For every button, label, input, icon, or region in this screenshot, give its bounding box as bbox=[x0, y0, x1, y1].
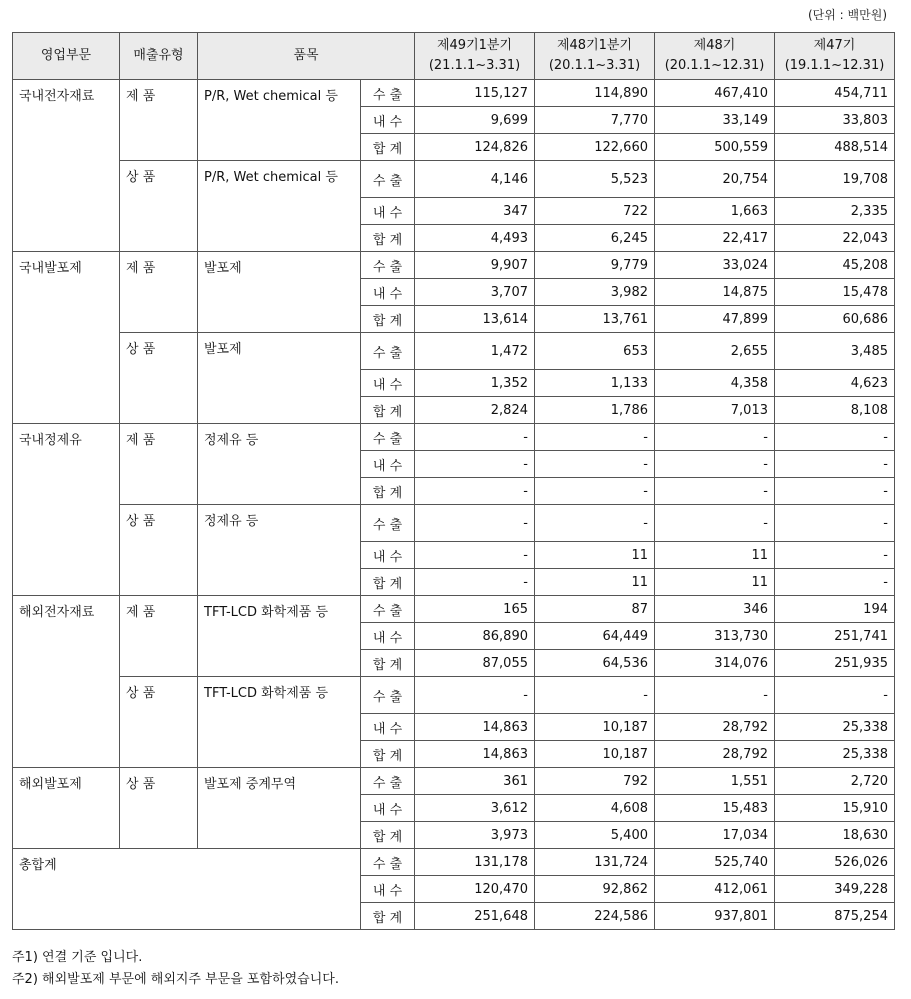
value-cell: 25,338 bbox=[775, 714, 895, 741]
segment-cell: 해외발포제 bbox=[13, 768, 120, 849]
kind-cell: 합 계 bbox=[361, 134, 415, 161]
item-cell: 발포제 bbox=[198, 252, 361, 333]
value-cell: 5,523 bbox=[535, 161, 655, 198]
value-cell: 14,863 bbox=[415, 741, 535, 768]
header-sales-type: 매출유형 bbox=[120, 33, 198, 80]
value-cell: 18,630 bbox=[775, 822, 895, 849]
value-cell: 488,514 bbox=[775, 134, 895, 161]
item-cell: TFT-LCD 화학제품 등 bbox=[198, 677, 361, 768]
value-cell: 4,493 bbox=[415, 225, 535, 252]
value-cell: 11 bbox=[655, 569, 775, 596]
value-cell: 251,648 bbox=[415, 903, 535, 930]
value-cell: - bbox=[655, 451, 775, 478]
value-cell: 45,208 bbox=[775, 252, 895, 279]
sales-type-cell: 제 품 bbox=[120, 252, 198, 333]
value-cell: 3,707 bbox=[415, 279, 535, 306]
value-cell: 3,612 bbox=[415, 795, 535, 822]
value-cell: - bbox=[415, 569, 535, 596]
value-cell: 467,410 bbox=[655, 80, 775, 107]
sales-type-cell: 상 품 bbox=[120, 677, 198, 768]
value-cell: 10,187 bbox=[535, 741, 655, 768]
kind-cell: 합 계 bbox=[361, 569, 415, 596]
value-cell: 19,708 bbox=[775, 161, 895, 198]
value-cell: - bbox=[775, 505, 895, 542]
value-cell: 33,149 bbox=[655, 107, 775, 134]
kind-cell: 수 출 bbox=[361, 333, 415, 370]
value-cell: 347 bbox=[415, 198, 535, 225]
value-cell: 15,478 bbox=[775, 279, 895, 306]
value-cell: 4,608 bbox=[535, 795, 655, 822]
value-cell: 165 bbox=[415, 596, 535, 623]
header-item: 품목 bbox=[198, 33, 415, 80]
value-cell: 4,358 bbox=[655, 370, 775, 397]
value-cell: 115,127 bbox=[415, 80, 535, 107]
value-cell: - bbox=[775, 542, 895, 569]
value-cell: 10,187 bbox=[535, 714, 655, 741]
value-cell: 875,254 bbox=[775, 903, 895, 930]
sales-type-cell: 제 품 bbox=[120, 424, 198, 505]
value-cell: 1,551 bbox=[655, 768, 775, 795]
value-cell: 2,335 bbox=[775, 198, 895, 225]
period-range: (20.1.1~3.31) bbox=[548, 58, 641, 73]
value-cell: - bbox=[655, 505, 775, 542]
footnotes bbox=[12, 947, 339, 991]
kind-cell: 내 수 bbox=[361, 623, 415, 650]
segment-cell: 국내정제유 bbox=[13, 424, 120, 596]
table-header bbox=[13, 33, 895, 80]
value-cell: 86,890 bbox=[415, 623, 535, 650]
value-cell: 3,982 bbox=[535, 279, 655, 306]
value-cell: 937,801 bbox=[655, 903, 775, 930]
value-cell: 28,792 bbox=[655, 741, 775, 768]
value-cell: 64,536 bbox=[535, 650, 655, 677]
period-name: 제48기 bbox=[693, 38, 736, 53]
item-cell: TFT-LCD 화학제품 등 bbox=[198, 596, 361, 677]
value-cell: 2,720 bbox=[775, 768, 895, 795]
value-cell: 251,935 bbox=[775, 650, 895, 677]
kind-cell: 수 출 bbox=[361, 505, 415, 542]
sales-type-cell: 상 품 bbox=[120, 505, 198, 596]
value-cell: 1,133 bbox=[535, 370, 655, 397]
value-cell: 22,043 bbox=[775, 225, 895, 252]
table-row bbox=[13, 677, 895, 714]
value-cell: - bbox=[415, 505, 535, 542]
kind-cell: 합 계 bbox=[361, 650, 415, 677]
value-cell: 22,417 bbox=[655, 225, 775, 252]
sales-type-cell: 상 품 bbox=[120, 768, 198, 849]
table-row bbox=[13, 161, 895, 198]
period-range: (19.1.1~12.31) bbox=[784, 58, 885, 73]
kind-cell: 합 계 bbox=[361, 306, 415, 333]
value-cell: 124,826 bbox=[415, 134, 535, 161]
kind-cell: 내 수 bbox=[361, 795, 415, 822]
value-cell: 4,623 bbox=[775, 370, 895, 397]
value-cell: 251,741 bbox=[775, 623, 895, 650]
value-cell: 13,614 bbox=[415, 306, 535, 333]
value-cell: 1,663 bbox=[655, 198, 775, 225]
value-cell: 11 bbox=[535, 569, 655, 596]
value-cell: 500,559 bbox=[655, 134, 775, 161]
kind-cell: 수 출 bbox=[361, 424, 415, 451]
value-cell: - bbox=[535, 505, 655, 542]
value-cell: - bbox=[535, 478, 655, 505]
sales-type-cell: 제 품 bbox=[120, 596, 198, 677]
value-cell: - bbox=[775, 424, 895, 451]
value-cell: - bbox=[655, 677, 775, 714]
value-cell: 9,779 bbox=[535, 252, 655, 279]
value-cell: 47,899 bbox=[655, 306, 775, 333]
value-cell: 25,338 bbox=[775, 741, 895, 768]
value-cell: 15,483 bbox=[655, 795, 775, 822]
value-cell: 525,740 bbox=[655, 849, 775, 876]
table-row bbox=[13, 849, 895, 876]
footnote: 주2) 해외발포제 부문에 해외지주 부문을 포함하였습니다. bbox=[12, 972, 339, 987]
value-cell: 87 bbox=[535, 596, 655, 623]
value-cell: - bbox=[655, 478, 775, 505]
item-cell: 발포제 bbox=[198, 333, 361, 424]
value-cell: 1,472 bbox=[415, 333, 535, 370]
table-row bbox=[13, 596, 895, 623]
value-cell: 314,076 bbox=[655, 650, 775, 677]
value-cell: - bbox=[415, 451, 535, 478]
footnote: 주1) 연결 기준 입니다. bbox=[12, 950, 143, 965]
value-cell: - bbox=[415, 424, 535, 451]
value-cell: 17,034 bbox=[655, 822, 775, 849]
table-row bbox=[13, 505, 895, 542]
value-cell: 28,792 bbox=[655, 714, 775, 741]
value-cell: - bbox=[415, 542, 535, 569]
value-cell: 60,686 bbox=[775, 306, 895, 333]
item-cell: 발포제 중계무역 bbox=[198, 768, 361, 849]
sales-table bbox=[12, 32, 895, 930]
value-cell: 7,770 bbox=[535, 107, 655, 134]
value-cell: - bbox=[415, 478, 535, 505]
period-name: 제48기1분기 bbox=[556, 38, 633, 53]
value-cell: 313,730 bbox=[655, 623, 775, 650]
unit-label: (단위 : 백만원) bbox=[808, 8, 887, 22]
value-cell: 194 bbox=[775, 596, 895, 623]
value-cell: 131,178 bbox=[415, 849, 535, 876]
value-cell: 122,660 bbox=[535, 134, 655, 161]
value-cell: 361 bbox=[415, 768, 535, 795]
value-cell: - bbox=[535, 451, 655, 478]
kind-cell: 합 계 bbox=[361, 822, 415, 849]
period-name: 제49기1분기 bbox=[436, 38, 513, 53]
value-cell: 131,724 bbox=[535, 849, 655, 876]
header-period bbox=[535, 33, 655, 80]
value-cell: 20,754 bbox=[655, 161, 775, 198]
value-cell: 3,485 bbox=[775, 333, 895, 370]
kind-cell: 내 수 bbox=[361, 714, 415, 741]
value-cell: 346 bbox=[655, 596, 775, 623]
value-cell: 87,055 bbox=[415, 650, 535, 677]
header-period bbox=[655, 33, 775, 80]
kind-cell: 수 출 bbox=[361, 596, 415, 623]
value-cell: 11 bbox=[655, 542, 775, 569]
value-cell: 722 bbox=[535, 198, 655, 225]
kind-cell: 내 수 bbox=[361, 370, 415, 397]
item-cell: 정제유 등 bbox=[198, 424, 361, 505]
header-period bbox=[775, 33, 895, 80]
value-cell: 349,228 bbox=[775, 876, 895, 903]
kind-cell: 합 계 bbox=[361, 397, 415, 424]
header-segment: 영업부문 bbox=[13, 33, 120, 80]
value-cell: - bbox=[775, 478, 895, 505]
period-range: (21.1.1~3.31) bbox=[428, 58, 521, 73]
value-cell: 412,061 bbox=[655, 876, 775, 903]
table-row bbox=[13, 80, 895, 107]
value-cell: 7,013 bbox=[655, 397, 775, 424]
value-cell: 3,973 bbox=[415, 822, 535, 849]
kind-cell: 합 계 bbox=[361, 741, 415, 768]
kind-cell: 합 계 bbox=[361, 903, 415, 930]
table-row bbox=[13, 424, 895, 451]
segment-cell: 국내발포제 bbox=[13, 252, 120, 424]
kind-cell: 내 수 bbox=[361, 107, 415, 134]
value-cell: 2,655 bbox=[655, 333, 775, 370]
kind-cell: 수 출 bbox=[361, 849, 415, 876]
value-cell: 114,890 bbox=[535, 80, 655, 107]
kind-cell: 수 출 bbox=[361, 252, 415, 279]
period-name: 제47기 bbox=[813, 38, 856, 53]
value-cell: 33,803 bbox=[775, 107, 895, 134]
value-cell: - bbox=[775, 451, 895, 478]
kind-cell: 내 수 bbox=[361, 876, 415, 903]
kind-cell: 수 출 bbox=[361, 161, 415, 198]
value-cell: 6,245 bbox=[535, 225, 655, 252]
header-period bbox=[415, 33, 535, 80]
sales-type-cell: 상 품 bbox=[120, 161, 198, 252]
kind-cell: 합 계 bbox=[361, 225, 415, 252]
item-cell: P/R, Wet chemical 등 bbox=[198, 80, 361, 161]
kind-cell: 수 출 bbox=[361, 80, 415, 107]
table-row bbox=[13, 333, 895, 370]
table-body bbox=[13, 80, 895, 930]
value-cell: 15,910 bbox=[775, 795, 895, 822]
value-cell: 224,586 bbox=[535, 903, 655, 930]
value-cell: - bbox=[535, 424, 655, 451]
value-cell: 120,470 bbox=[415, 876, 535, 903]
item-cell: P/R, Wet chemical 등 bbox=[198, 161, 361, 252]
kind-cell: 내 수 bbox=[361, 542, 415, 569]
value-cell: 792 bbox=[535, 768, 655, 795]
kind-cell: 수 출 bbox=[361, 677, 415, 714]
kind-cell: 합 계 bbox=[361, 478, 415, 505]
segment-cell: 국내전자재료 bbox=[13, 80, 120, 252]
value-cell: 14,863 bbox=[415, 714, 535, 741]
value-cell: 11 bbox=[535, 542, 655, 569]
value-cell: - bbox=[415, 677, 535, 714]
value-cell: 1,352 bbox=[415, 370, 535, 397]
value-cell: 526,026 bbox=[775, 849, 895, 876]
value-cell: 9,907 bbox=[415, 252, 535, 279]
value-cell: 13,761 bbox=[535, 306, 655, 333]
value-cell: 92,862 bbox=[535, 876, 655, 903]
value-cell: - bbox=[775, 677, 895, 714]
kind-cell: 수 출 bbox=[361, 768, 415, 795]
value-cell: - bbox=[535, 677, 655, 714]
sales-type-cell: 상 품 bbox=[120, 333, 198, 424]
kind-cell: 내 수 bbox=[361, 451, 415, 478]
value-cell: 1,786 bbox=[535, 397, 655, 424]
item-cell: 정제유 등 bbox=[198, 505, 361, 596]
table-row bbox=[13, 768, 895, 795]
table-row bbox=[13, 252, 895, 279]
value-cell: 454,711 bbox=[775, 80, 895, 107]
value-cell: 5,400 bbox=[535, 822, 655, 849]
value-cell: 9,699 bbox=[415, 107, 535, 134]
value-cell: 4,146 bbox=[415, 161, 535, 198]
value-cell: - bbox=[775, 569, 895, 596]
value-cell: 8,108 bbox=[775, 397, 895, 424]
value-cell: 14,875 bbox=[655, 279, 775, 306]
value-cell: - bbox=[655, 424, 775, 451]
value-cell: 2,824 bbox=[415, 397, 535, 424]
value-cell: 64,449 bbox=[535, 623, 655, 650]
value-cell: 33,024 bbox=[655, 252, 775, 279]
sales-type-cell: 제 품 bbox=[120, 80, 198, 161]
kind-cell: 내 수 bbox=[361, 198, 415, 225]
value-cell: 653 bbox=[535, 333, 655, 370]
period-range: (20.1.1~12.31) bbox=[664, 58, 765, 73]
kind-cell: 내 수 bbox=[361, 279, 415, 306]
total-label-cell: 총합계 bbox=[13, 849, 361, 930]
segment-cell: 해외전자재료 bbox=[13, 596, 120, 768]
